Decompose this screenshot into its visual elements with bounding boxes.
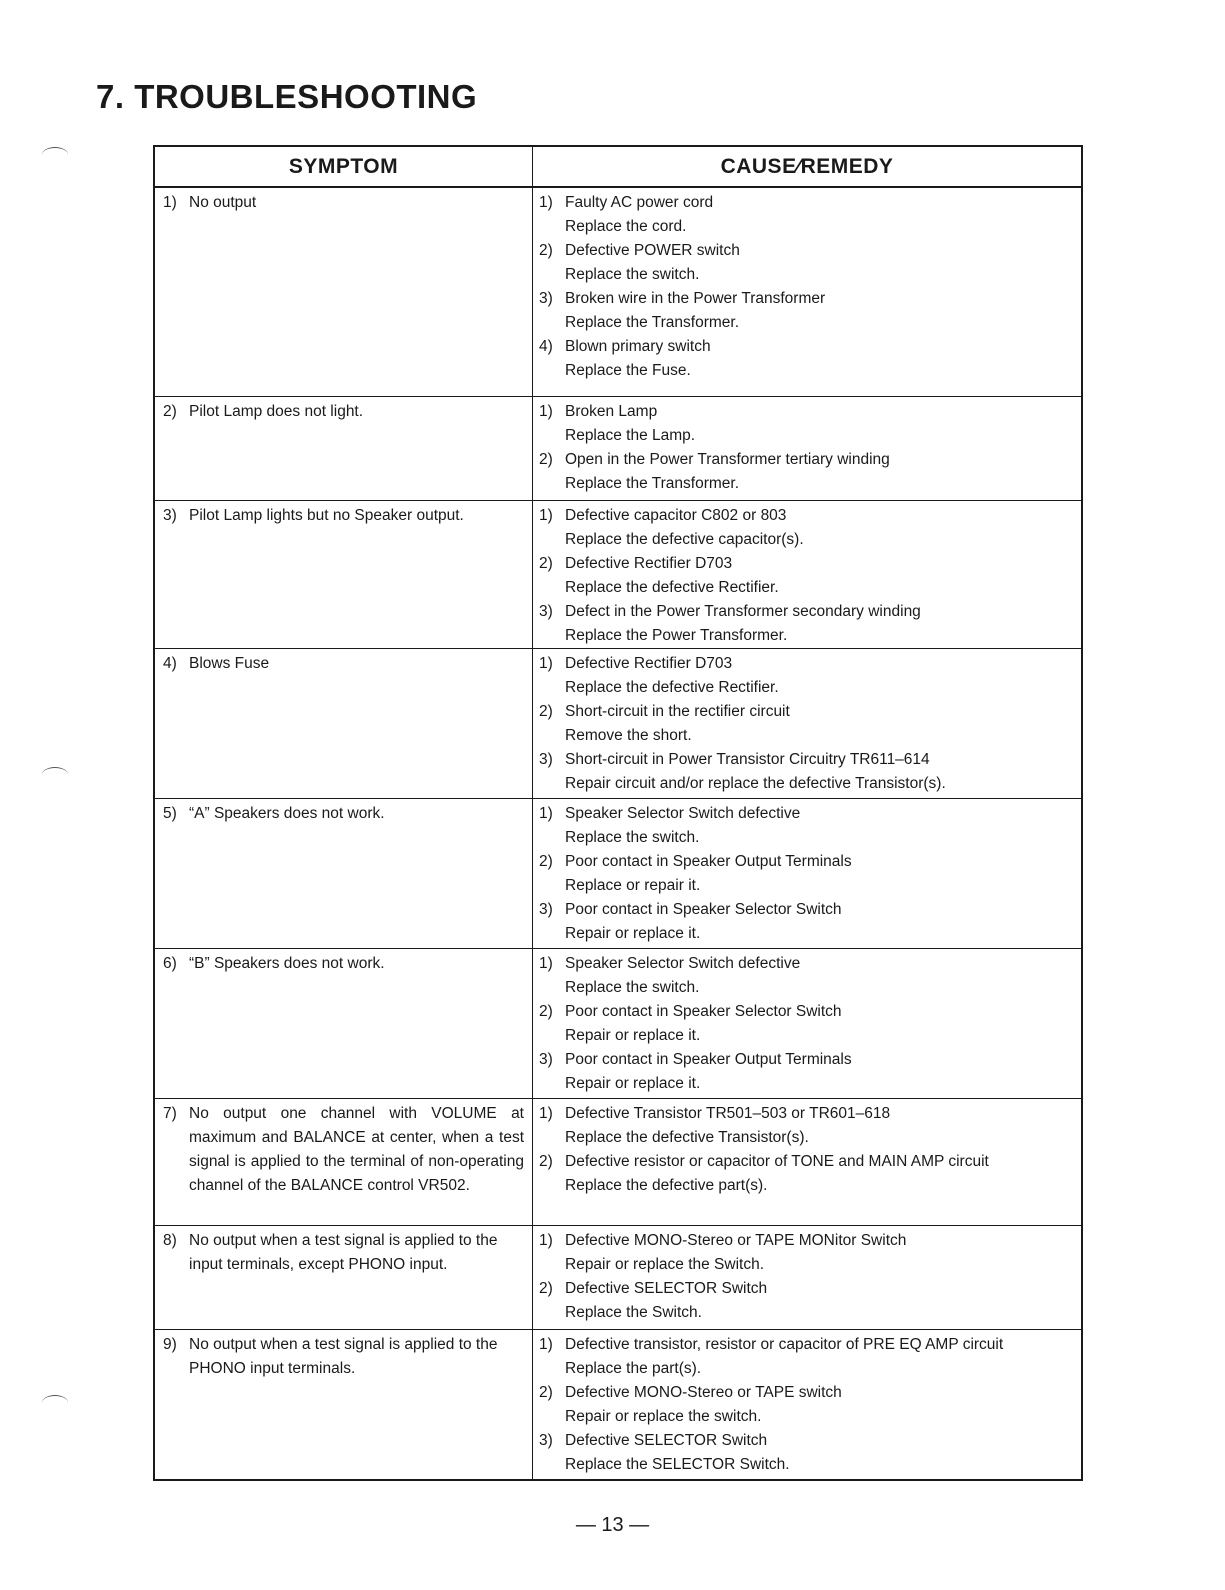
- cause-item: [539, 552, 1077, 600]
- symptom-number: 5): [163, 805, 177, 822]
- remedy-text: Replace the defective capacitor(s).: [565, 531, 804, 548]
- cause-text: Speaker Selector Switch defective: [565, 805, 801, 822]
- remedy-text: Replace the SELECTOR Switch.: [565, 1456, 790, 1473]
- cause-item: [539, 287, 1077, 335]
- cause-item: [539, 700, 1077, 748]
- cause-text: Blown primary switch: [565, 338, 711, 355]
- cause-item: [539, 239, 1077, 287]
- remedy-text: Remove the short.: [565, 727, 692, 744]
- table-body: [155, 188, 1081, 1479]
- symptom-number: 8): [163, 1232, 177, 1249]
- cause-line: [539, 802, 1077, 826]
- cause-text: Defective Rectifier D703: [565, 655, 733, 672]
- cause-item: [539, 191, 1077, 239]
- cause-item: [539, 400, 1077, 448]
- cause-item: [539, 952, 1077, 1000]
- cause-item: [539, 1102, 1077, 1150]
- remedy-text: Repair or replace it.: [565, 925, 701, 942]
- cause-number: 3): [539, 290, 553, 307]
- cause-number: 1): [539, 403, 553, 420]
- cause-remedy-cell: [533, 188, 1081, 396]
- table-row: [155, 1099, 1081, 1226]
- cause-line: [539, 1277, 1077, 1301]
- cause-remedy-cell: [533, 501, 1081, 648]
- table-row: [155, 1226, 1081, 1330]
- cause-item: [539, 1381, 1077, 1429]
- cause-text: Speaker Selector Switch defective: [565, 955, 801, 972]
- cause-remedy-cell: [533, 799, 1081, 948]
- remedy-text: Replace or repair it.: [565, 877, 701, 894]
- cause-number: 1): [539, 1105, 553, 1122]
- cause-line: [539, 1048, 1077, 1072]
- remedy-text: Replace the Lamp.: [565, 427, 696, 444]
- remedy-text: Replace the switch.: [565, 979, 700, 996]
- symptom-number: 9): [163, 1336, 177, 1353]
- symptom: [163, 504, 524, 528]
- binder-hole-mark: [42, 767, 68, 782]
- remedy-text: Repair or replace it.: [565, 1027, 701, 1044]
- cause-item: [539, 748, 1077, 796]
- cause-number: 2): [539, 242, 553, 259]
- table-row: [155, 649, 1081, 799]
- symptom: [163, 400, 524, 424]
- cause-line: [539, 898, 1077, 922]
- symptom-cell: [155, 799, 533, 948]
- cause-line: [539, 1333, 1077, 1357]
- cause-line: [539, 952, 1077, 976]
- cause-number: 4): [539, 338, 553, 355]
- cause-item: [539, 600, 1077, 648]
- cause-text: Poor contact in Speaker Output Terminals: [565, 853, 852, 870]
- symptom-text: Pilot Lamp lights but no Speaker output.: [189, 507, 464, 524]
- cause-text: Poor contact in Speaker Selector Switch: [565, 901, 842, 918]
- table-row: [155, 799, 1081, 949]
- symptom: [163, 802, 524, 826]
- cause-remedy-cell: [533, 1099, 1081, 1225]
- cause-line: [539, 239, 1077, 263]
- symptom: [163, 652, 524, 676]
- troubleshooting-table: [153, 145, 1083, 1481]
- cause-line: [539, 287, 1077, 311]
- symptom-text: No output one channel with VOLUME at maximum and BALANCE at center, when a test signal is applied to the terminal of non-operating channel of the BALANCE control VR502.: [189, 1105, 524, 1194]
- cause-line: [539, 1102, 1077, 1126]
- symptom: [163, 1333, 524, 1381]
- cause-line: [539, 600, 1077, 624]
- cause-number: 1): [539, 805, 553, 822]
- page-title: 7. TROUBLESHOOTING: [96, 78, 478, 115]
- cause-number: 3): [539, 1432, 553, 1449]
- cause-remedy-cell: [533, 397, 1081, 500]
- cause-item: [539, 504, 1077, 552]
- cause-number: 2): [539, 703, 553, 720]
- remedy-text: Repair circuit and/or replace the defective Transistor(s).: [565, 775, 946, 792]
- remedy-text: Replace the Power Transformer.: [565, 627, 788, 644]
- cause-text: Defective POWER switch: [565, 242, 740, 259]
- table-row: [155, 397, 1081, 501]
- symptom-cell: [155, 649, 533, 798]
- cause-item: [539, 335, 1077, 383]
- cause-text: Poor contact in Speaker Selector Switch: [565, 1003, 842, 1020]
- cause-text: Broken Lamp: [565, 403, 658, 420]
- symptom-text: Pilot Lamp does not light.: [189, 403, 364, 420]
- cause-text: Defective SELECTOR Switch: [565, 1280, 768, 1297]
- remedy-text: Replace the Fuse.: [565, 362, 691, 379]
- cause-item: [539, 802, 1077, 850]
- remedy-text: Replace the cord.: [565, 218, 687, 235]
- remedy-text: Replace the Transformer.: [565, 475, 740, 492]
- remedy-text: Replace the defective Rectifier.: [565, 579, 779, 596]
- cause-number: 2): [539, 451, 553, 468]
- cause-text: Short-circuit in Power Transistor Circuitry TR611–614: [565, 751, 930, 768]
- cause-number: 1): [539, 655, 553, 672]
- cause-number: 3): [539, 603, 553, 620]
- symptom: [163, 1229, 524, 1277]
- cause-text: Faulty AC power cord: [565, 194, 714, 211]
- symptom-cell: [155, 1226, 533, 1329]
- cause-number: 2): [539, 555, 553, 572]
- cause-item: [539, 1000, 1077, 1048]
- symptom-cell: [155, 501, 533, 648]
- cause-line: [539, 504, 1077, 528]
- symptom-text: “A” Speakers does not work.: [189, 805, 385, 822]
- cause-number: 2): [539, 1153, 553, 1170]
- cause-text: Defective Transistor TR501–503 or TR601–618: [565, 1105, 891, 1122]
- cause-line: [539, 1000, 1077, 1024]
- cause-line: [539, 191, 1077, 215]
- cause-line: [539, 748, 1077, 772]
- symptom-number: 4): [163, 655, 177, 672]
- table-header: [155, 147, 1081, 188]
- symptom-cell: [155, 949, 533, 1098]
- remedy-text: Replace the defective part(s).: [565, 1177, 768, 1194]
- symptom-cell: [155, 1330, 533, 1479]
- symptom: [163, 952, 524, 976]
- cause-number: 3): [539, 751, 553, 768]
- cause-number: 1): [539, 955, 553, 972]
- cause-remedy-cell: [533, 1330, 1081, 1479]
- symptom-cell: [155, 397, 533, 500]
- cause-number: 2): [539, 1280, 553, 1297]
- symptom-text: Blows Fuse: [189, 655, 270, 672]
- symptom-text: No output: [189, 194, 257, 211]
- remedy-text: Replace the switch.: [565, 829, 700, 846]
- binder-hole-mark: [42, 147, 68, 162]
- table-row: [155, 501, 1081, 649]
- symptom-text: “B” Speakers does not work.: [189, 955, 385, 972]
- cause-remedy-cell: [533, 949, 1081, 1098]
- symptom-cell: [155, 1099, 533, 1225]
- table-row: [155, 949, 1081, 1099]
- cause-number: 1): [539, 1232, 553, 1249]
- cause-item: [539, 1229, 1077, 1277]
- cause-text: Defective transistor, resistor or capacitor of PRE EQ AMP circuit: [565, 1336, 1004, 1353]
- symptom-number: 7): [163, 1105, 177, 1122]
- cause-number: 3): [539, 901, 553, 918]
- cause-item: [539, 448, 1077, 496]
- cause-line: [539, 335, 1077, 359]
- symptom-cell: [155, 188, 533, 396]
- cause-text: Defective SELECTOR Switch: [565, 1432, 768, 1449]
- remedy-text: Repair or replace it.: [565, 1075, 701, 1092]
- remedy-text: Repair or replace the Switch.: [565, 1256, 765, 1273]
- cause-text: Defective MONO-Stereo or TAPE MONitor Switch: [565, 1232, 907, 1249]
- cause-text: Defective Rectifier D703: [565, 555, 733, 572]
- cause-item: [539, 850, 1077, 898]
- cause-line: [539, 448, 1077, 472]
- symptom-number: 3): [163, 507, 177, 524]
- symptom-header: SYMPTOM: [155, 147, 533, 186]
- cause-number: 1): [539, 194, 553, 211]
- symptom: [163, 191, 524, 215]
- cause-number: 1): [539, 507, 553, 524]
- cause-line: [539, 700, 1077, 724]
- cause-item: [539, 1429, 1077, 1477]
- remedy-text: Repair or replace the switch.: [565, 1408, 762, 1425]
- cause-item: [539, 1048, 1077, 1096]
- cause-number: 2): [539, 1384, 553, 1401]
- table-row: [155, 1330, 1081, 1479]
- cause-item: [539, 652, 1077, 700]
- cause-line: [539, 552, 1077, 576]
- remedy-text: Replace the defective Rectifier.: [565, 679, 779, 696]
- cause-line: [539, 1229, 1077, 1253]
- cause-item: [539, 1150, 1077, 1198]
- symptom-number: 6): [163, 955, 177, 972]
- cause-text: Short-circuit in the rectifier circuit: [565, 703, 790, 720]
- cause-line: [539, 1150, 1077, 1174]
- cause-line: [539, 1381, 1077, 1405]
- cause-item: [539, 1277, 1077, 1325]
- cause-text: Open in the Power Transformer tertiary winding: [565, 451, 890, 468]
- cause-line: [539, 1429, 1077, 1453]
- symptom-text: No output when a test signal is applied to the PHONO input terminals.: [189, 1336, 498, 1377]
- cause-text: Poor contact in Speaker Output Terminals: [565, 1051, 852, 1068]
- symptom-text: No output when a test signal is applied to the input terminals, except PHONO input.: [189, 1232, 498, 1273]
- remedy-text: Replace the part(s).: [565, 1360, 702, 1377]
- remedy-text: Replace the Transformer.: [565, 314, 740, 331]
- cause-number: 1): [539, 1336, 553, 1353]
- cause-item: [539, 1333, 1077, 1381]
- cause-number: 2): [539, 853, 553, 870]
- cause-line: [539, 652, 1077, 676]
- cause-line: [539, 400, 1077, 424]
- cause-remedy-cell: [533, 649, 1081, 798]
- binder-hole-mark: [42, 1395, 68, 1410]
- remedy-text: Replace the switch.: [565, 266, 700, 283]
- cause-text: Defective resistor or capacitor of TONE and MAIN AMP circuit: [565, 1153, 989, 1170]
- cause-text: Broken wire in the Power Transformer: [565, 290, 826, 307]
- cause-item: [539, 898, 1077, 946]
- cause-number: 2): [539, 1003, 553, 1020]
- cause-remedy-header: CAUSE∕REMEDY: [720, 154, 894, 178]
- remedy-text: Replace the Switch.: [565, 1304, 702, 1321]
- cause-text: Defective MONO-Stereo or TAPE switch: [565, 1384, 842, 1401]
- cause-text: Defect in the Power Transformer secondary winding: [565, 603, 921, 620]
- table-row: [155, 188, 1081, 397]
- cause-number: 3): [539, 1051, 553, 1068]
- remedy-text: Replace the defective Transistor(s).: [565, 1129, 809, 1146]
- symptom-number: 1): [163, 194, 177, 211]
- cause-text: Defective capacitor C802 or 803: [565, 507, 787, 524]
- page-number: — 13 —: [575, 1514, 650, 1536]
- cause-remedy-cell: [533, 1226, 1081, 1329]
- symptom: [163, 1102, 524, 1198]
- cause-line: [539, 850, 1077, 874]
- symptom-number: 2): [163, 403, 177, 420]
